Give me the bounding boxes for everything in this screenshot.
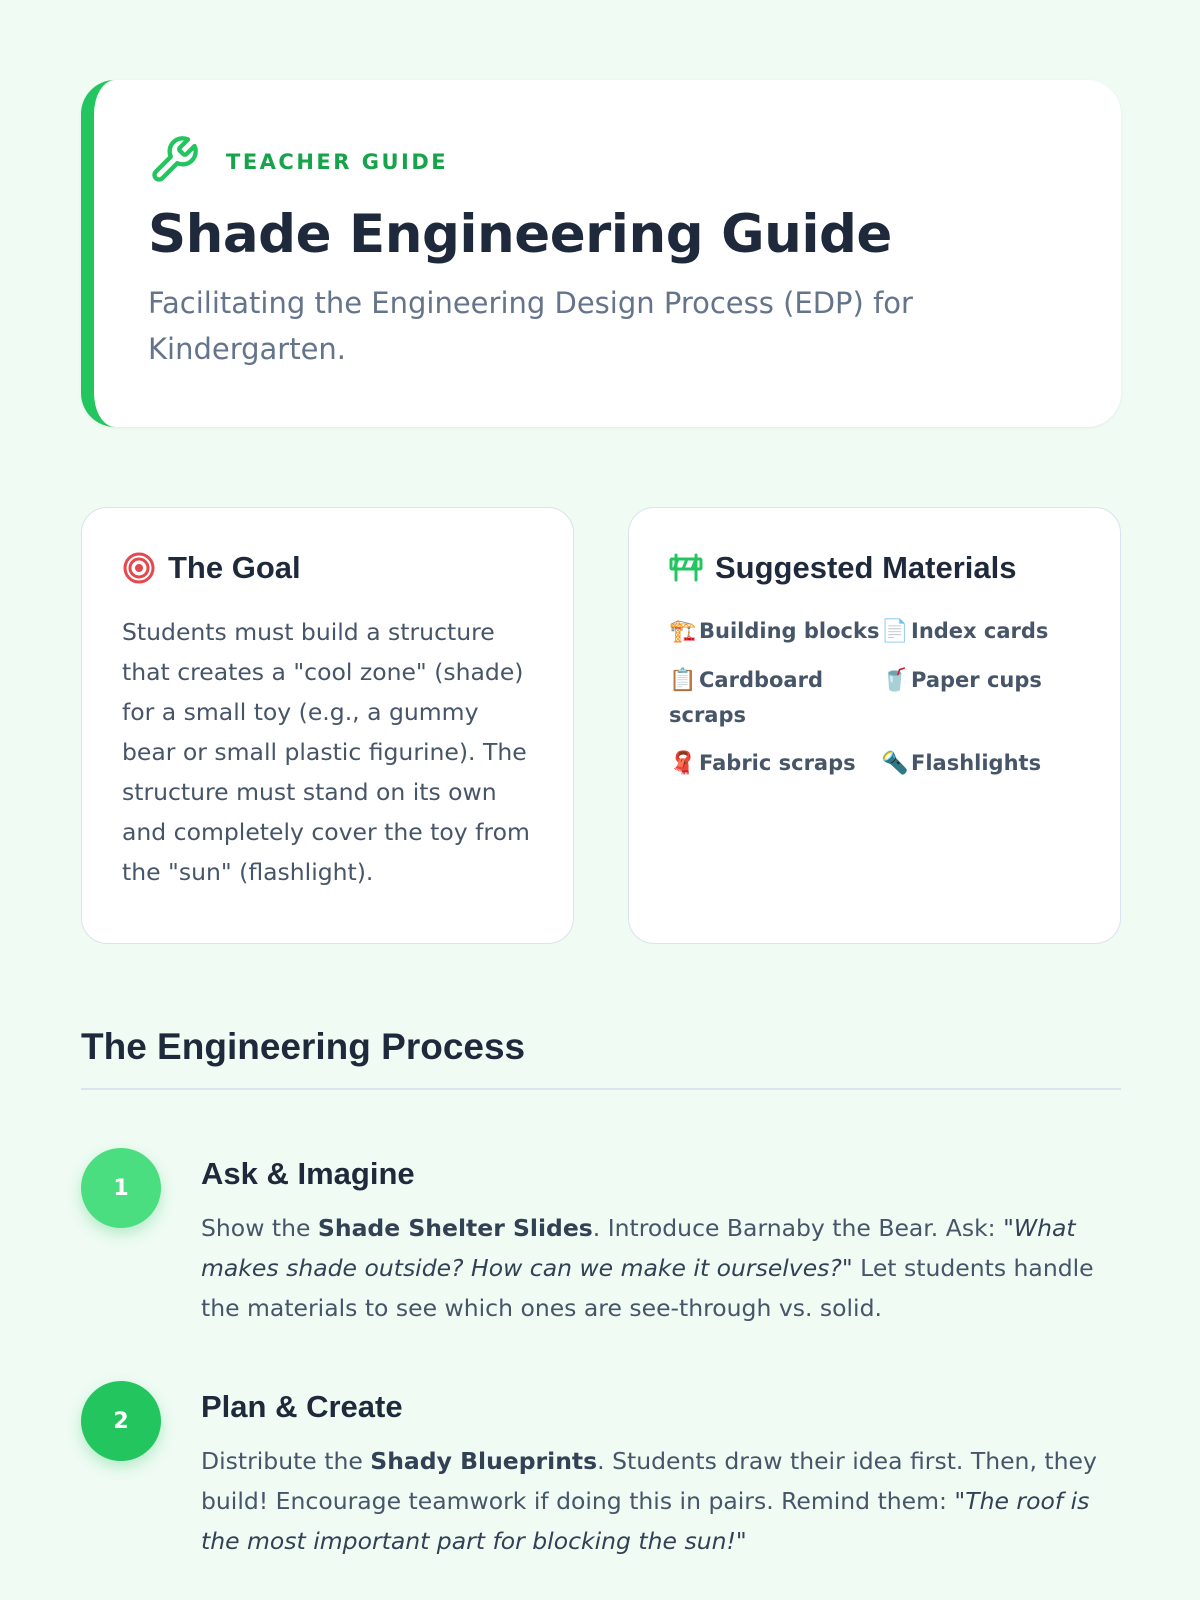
material-item: 🧣 Fabric scraps (669, 746, 881, 781)
section-title: The Engineering Process (81, 1026, 1121, 1090)
material-item: 📋 Cardboard scraps (669, 663, 881, 732)
material-item: 📄 Index cards (881, 614, 1081, 649)
flashlight-icon: 🔦 (881, 751, 909, 776)
clipboard-icon: 📋 (669, 668, 697, 693)
goal-title: The Goal (168, 550, 301, 585)
material-item: 🏗️ Building blocks (669, 614, 881, 649)
wrench-icon (148, 134, 200, 190)
materials-card (628, 507, 1121, 944)
paper-cup-icon: 🥤 (881, 668, 909, 693)
materials-list (669, 614, 1080, 781)
step-emphasis: Shady Blueprints (370, 1447, 598, 1475)
page-title: Shade Engineering Guide (148, 204, 892, 265)
goal-text: Students must build a structure that creates a "cool zone" (shade) for a small toy (e.g., a gummy bear or small plastic figurine). The structure must stand on its own and completely cover the toy from the "sun" (flashlight). (122, 618, 530, 886)
building-blocks-icon: 🏗️ (669, 619, 697, 644)
scarf-icon: 🧣 (669, 751, 697, 776)
step-title: Plan & Create (201, 1389, 403, 1424)
index-card-icon: 📄 (881, 619, 909, 644)
step-description: Show the Shade Shelter Slides. Introduce Barnaby the Bear. Ask: "What makes shade outside? How can we make it ourselves?" Let students handle the materials to see which ones are see-through vs. solid. (201, 1214, 1094, 1322)
step-emphasis: Shade Shelter Slides (317, 1214, 593, 1242)
step-number-badge: 1 (81, 1148, 161, 1228)
material-item: 🥤 Paper cups (881, 663, 1081, 732)
eyebrow (148, 134, 1121, 190)
material-item: 🔦 Flashlights (881, 746, 1081, 781)
materials-title: Suggested Materials (715, 550, 1017, 585)
step-quote: "The roof is the most important part for blocking the sun!" (201, 1487, 1090, 1555)
goal-card (81, 507, 574, 944)
step-description: Distribute the Shady Blueprints. Students draw their idea first. Then, they build! Encourage teamwork if doing this in pairs. Remind them: "The roof is the most important part for blocking the sun!" (201, 1447, 1097, 1555)
construction-barrier-icon (669, 551, 703, 585)
header-card (81, 80, 1121, 427)
step-number-badge: 2 (81, 1381, 161, 1461)
step-quote: "What makes shade outside? How can we make it ourselves?" (201, 1214, 1076, 1282)
eyebrow-label: TEACHER GUIDE (226, 150, 449, 174)
page-subtitle: Facilitating the Engineering Design Process (EDP) for Kindergarten. (148, 286, 913, 367)
step-title: Ask & Imagine (201, 1156, 415, 1191)
target-icon (122, 551, 156, 585)
